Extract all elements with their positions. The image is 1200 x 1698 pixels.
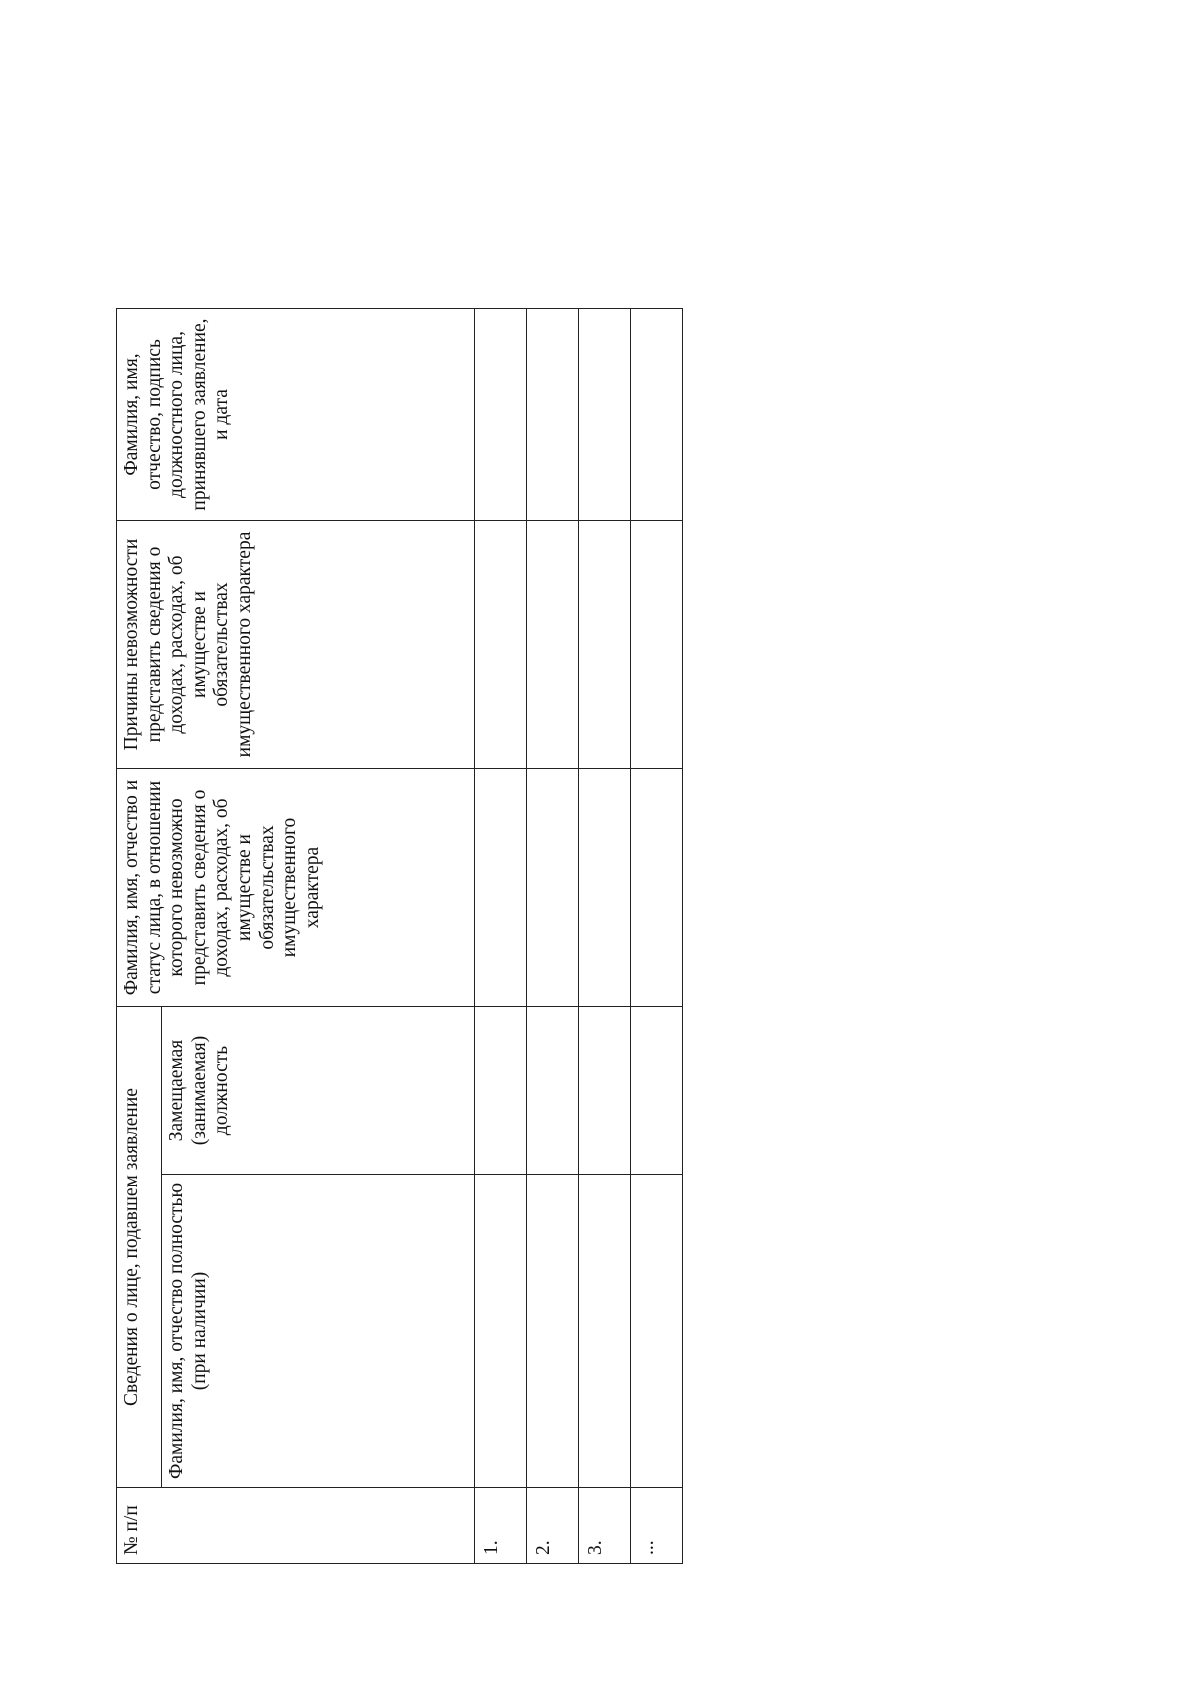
- cell-full-name: [527, 1175, 579, 1488]
- cell-reasons: [475, 521, 527, 769]
- header-official: Фамилия, имя, отчество, подпись должностного лица, принявшего заявление, и дата: [117, 309, 475, 521]
- cell-person-status: [527, 769, 579, 1007]
- cell-position: [475, 1007, 527, 1175]
- cell-position: [631, 1007, 683, 1175]
- cell-official: [631, 309, 683, 521]
- header-person-status: Фамилия, имя, отчество и статус лица, в отношении которого невозможно представить сведения о доходах, расходах, об имуществе и обязательствах имущественного характера: [117, 769, 475, 1007]
- table-row: [631, 309, 683, 1564]
- row-number: ...: [631, 1488, 683, 1564]
- cell-position: [579, 1007, 631, 1175]
- cell-person-status: [631, 769, 683, 1007]
- rotated-table-container: [116, 309, 674, 1564]
- cell-full-name: [631, 1175, 683, 1488]
- applications-register-table: [116, 308, 683, 1564]
- header-full-name: Фамилия, имя, отчество полностью (при наличии): [162, 1175, 475, 1488]
- cell-reasons: [527, 521, 579, 769]
- table-row: [579, 309, 631, 1564]
- cell-full-name: [475, 1175, 527, 1488]
- cell-reasons: [579, 521, 631, 769]
- table-row: [475, 309, 527, 1564]
- header-reasons: Причины невозможности представить сведения о доходах, расходах, об имуществе и обязательствах имущественного характера: [117, 521, 475, 769]
- row-number: 2.: [527, 1488, 579, 1564]
- cell-reasons: [631, 521, 683, 769]
- header-number: № п/п: [117, 1488, 475, 1564]
- cell-official: [527, 309, 579, 521]
- cell-position: [527, 1007, 579, 1175]
- header-row-1: [117, 309, 162, 1564]
- row-number: 3.: [579, 1488, 631, 1564]
- row-number: 1.: [475, 1488, 527, 1564]
- header-applicant-group: Сведения о лице, подавшем заявление: [117, 1007, 162, 1488]
- cell-official: [579, 309, 631, 521]
- table-row: [527, 309, 579, 1564]
- cell-full-name: [579, 1175, 631, 1488]
- cell-person-status: [579, 769, 631, 1007]
- header-position: Замещаемая (занимаемая) должность: [162, 1007, 475, 1175]
- cell-official: [475, 309, 527, 521]
- cell-person-status: [475, 769, 527, 1007]
